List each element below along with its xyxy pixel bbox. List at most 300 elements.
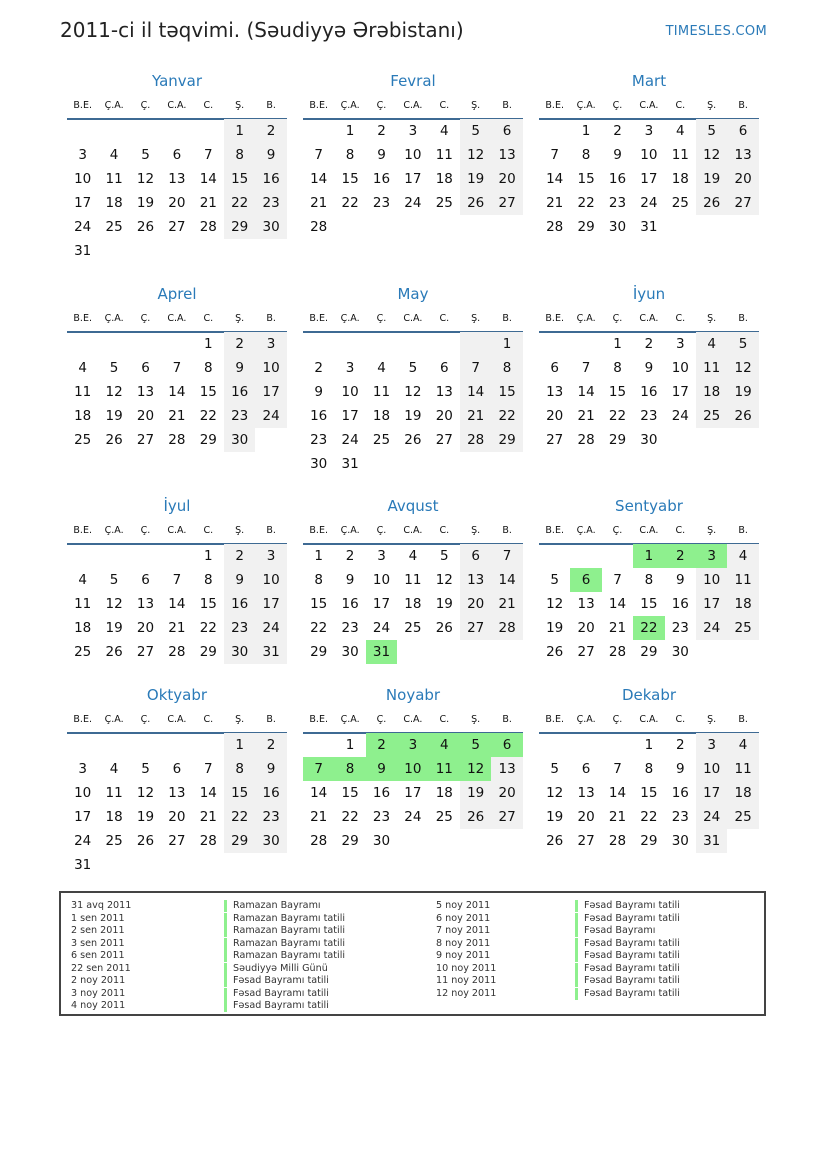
day-cell: 16 bbox=[224, 592, 255, 616]
day-cell: 15 bbox=[640, 596, 658, 612]
day-cell: 2 bbox=[224, 332, 255, 356]
day-cell: 1 bbox=[345, 737, 355, 753]
day-cell: 27 bbox=[168, 219, 186, 235]
day-cell: 2 bbox=[345, 548, 355, 564]
weekday-label: Ş. bbox=[235, 100, 245, 111]
day-cell: 28 bbox=[546, 219, 564, 235]
day-cell: 2 bbox=[255, 119, 286, 143]
day-cell: 14 bbox=[168, 596, 186, 612]
day-cell: 24 bbox=[696, 805, 727, 829]
day-cell: 7 bbox=[581, 360, 591, 376]
day-cell: 30 bbox=[671, 644, 689, 660]
day-cell: 11 bbox=[671, 147, 689, 163]
day-cell: 3 bbox=[78, 761, 87, 777]
day-cell: 22 bbox=[199, 408, 217, 424]
weekday-label: Ç. bbox=[140, 313, 151, 324]
day-cell: 20 bbox=[435, 408, 453, 424]
legend-holiday-name: Fəsad Bayramı tatili bbox=[575, 950, 680, 962]
day-cell: 8 bbox=[644, 761, 654, 777]
day-cell: 10 bbox=[255, 568, 286, 592]
day-cell: 21 bbox=[491, 592, 522, 616]
day-cell: 7 bbox=[613, 761, 622, 777]
day-cell: 19 bbox=[696, 167, 727, 191]
day-cell: 23 bbox=[608, 195, 627, 211]
day-cell: 31 bbox=[696, 829, 727, 853]
day-cell: 15 bbox=[341, 785, 359, 801]
day-cell: 28 bbox=[608, 833, 627, 849]
day-cell: 22 bbox=[608, 408, 627, 424]
day-cell: 11 bbox=[727, 568, 758, 592]
day-cell: 30 bbox=[671, 833, 689, 849]
day-cell: 13 bbox=[136, 384, 155, 400]
weekday-label: Ç. bbox=[612, 100, 623, 111]
day-cell: 10 bbox=[255, 356, 286, 380]
day-cell: 28 bbox=[491, 616, 522, 640]
day-cell: 31 bbox=[255, 640, 286, 664]
weekday-label: C. bbox=[439, 525, 450, 536]
weekday-label: Ç.A. bbox=[340, 525, 360, 536]
day-cell: 4 bbox=[109, 147, 119, 163]
day-cell: 5 bbox=[141, 761, 150, 777]
day-cell: 15 bbox=[341, 171, 359, 187]
day-cell: 23 bbox=[640, 408, 658, 424]
day-cell: 6 bbox=[491, 733, 522, 757]
day-cell: 7 bbox=[172, 360, 182, 376]
weekday-header bbox=[539, 313, 759, 333]
weekday-label: B.E. bbox=[545, 100, 564, 111]
day-cell: 17 bbox=[404, 171, 422, 187]
day-cell: 16 bbox=[671, 596, 689, 612]
day-cell: 29 bbox=[341, 833, 359, 849]
weekday-label: C. bbox=[675, 313, 686, 324]
day-cell: 30 bbox=[640, 432, 658, 448]
day-cell: 18 bbox=[435, 171, 453, 187]
day-cell: 16 bbox=[255, 781, 286, 805]
day-cell: 5 bbox=[141, 147, 150, 163]
day-cell: 4 bbox=[78, 572, 87, 588]
day-cell: 14 bbox=[577, 384, 595, 400]
day-cell: 25 bbox=[727, 616, 758, 640]
day-cell: 18 bbox=[671, 171, 689, 187]
weekday-label: C.A. bbox=[403, 100, 423, 111]
day-cell: 12 bbox=[105, 384, 123, 400]
month-name: İyul bbox=[163, 497, 191, 515]
day-cell: 27 bbox=[168, 833, 186, 849]
weekday-label: B. bbox=[738, 313, 748, 324]
weekday-label: B. bbox=[266, 100, 276, 111]
day-cell: 10 bbox=[671, 360, 689, 376]
weekday-label: C.A. bbox=[639, 100, 659, 111]
day-cell: 16 bbox=[372, 171, 391, 187]
weekday-header bbox=[303, 100, 523, 120]
day-cell: 14 bbox=[491, 568, 522, 592]
day-cell: 1 bbox=[581, 123, 591, 139]
day-cell: 8 bbox=[224, 143, 255, 167]
day-cell: 1 bbox=[644, 737, 654, 753]
legend-holiday-name: Ramazan Bayramı tatili bbox=[224, 938, 345, 950]
day-cell: 9 bbox=[345, 572, 355, 588]
day-cell: 13 bbox=[546, 384, 564, 400]
day-cell: 1 bbox=[203, 548, 213, 564]
day-cell: 16 bbox=[608, 171, 627, 187]
day-cell: 25 bbox=[105, 833, 123, 849]
day-cell: 4 bbox=[408, 548, 418, 564]
day-cell: 13 bbox=[491, 757, 522, 781]
day-cell: 7 bbox=[172, 572, 182, 588]
month-name: Noyabr bbox=[385, 686, 441, 704]
day-cell: 1 bbox=[491, 332, 522, 356]
day-cell: 10 bbox=[341, 384, 359, 400]
weekday-label: B. bbox=[266, 525, 276, 536]
day-cell: 22 bbox=[224, 805, 255, 829]
day-cell: 3 bbox=[397, 733, 428, 757]
day-cell: 23 bbox=[341, 620, 359, 636]
day-cell: 6 bbox=[439, 360, 449, 376]
day-cell: 2 bbox=[675, 737, 685, 753]
weekday-label: C. bbox=[439, 714, 450, 725]
day-cell: 19 bbox=[404, 408, 422, 424]
day-cell: 29 bbox=[491, 428, 522, 452]
weekday-label: C. bbox=[203, 313, 214, 324]
day-cell: 1 bbox=[203, 336, 213, 352]
day-cell: 23 bbox=[310, 432, 328, 448]
day-cell: 11 bbox=[105, 171, 123, 187]
day-cell: 11 bbox=[372, 384, 391, 400]
day-cell: 24 bbox=[255, 616, 286, 640]
day-cell: 26 bbox=[460, 805, 491, 829]
day-cell: 28 bbox=[310, 219, 328, 235]
day-cell: 27 bbox=[491, 805, 522, 829]
day-cell: 14 bbox=[546, 171, 564, 187]
legend-holiday-name: Fəsad Bayramı tatili bbox=[224, 988, 329, 1000]
day-cell: 8 bbox=[334, 757, 365, 781]
day-cell: 30 bbox=[608, 219, 627, 235]
day-cell: 15 bbox=[577, 171, 595, 187]
legend-holiday-name: Fəsad Bayramı tatili bbox=[575, 900, 680, 912]
weekday-label: B. bbox=[502, 313, 512, 324]
day-cell: 27 bbox=[435, 432, 453, 448]
day-cell: 5 bbox=[460, 119, 491, 143]
day-cell: 29 bbox=[640, 644, 658, 660]
weekday-label: Ç. bbox=[140, 100, 151, 111]
legend-holiday-name: Fəsad Bayramı tatili bbox=[224, 1000, 329, 1012]
weekday-label: Ç. bbox=[376, 100, 387, 111]
day-cell: 5 bbox=[439, 548, 449, 564]
weekday-label: B. bbox=[266, 714, 276, 725]
day-cell: 1 bbox=[345, 123, 355, 139]
weekday-label: Ş. bbox=[707, 525, 717, 536]
day-cell: 9 bbox=[224, 568, 255, 592]
day-cell: 24 bbox=[341, 432, 359, 448]
legend-date: 5 noy 2011 bbox=[436, 900, 491, 911]
day-cell: 10 bbox=[404, 147, 422, 163]
day-cell: 12 bbox=[136, 171, 155, 187]
day-cell: 28 bbox=[199, 833, 217, 849]
day-cell: 15 bbox=[491, 380, 522, 404]
day-cell: 26 bbox=[404, 432, 422, 448]
day-cell: 5 bbox=[408, 360, 418, 376]
weekday-label: Ç. bbox=[140, 714, 151, 725]
weekday-header bbox=[67, 100, 287, 120]
day-cell: 17 bbox=[255, 380, 286, 404]
day-cell: 24 bbox=[74, 833, 92, 849]
day-cell: 31 bbox=[74, 857, 92, 873]
day-cell: 18 bbox=[404, 596, 422, 612]
day-cell: 30 bbox=[224, 640, 255, 664]
day-cell: 20 bbox=[136, 408, 155, 424]
day-cell: 10 bbox=[372, 572, 391, 588]
day-cell: 22 bbox=[341, 195, 359, 211]
day-cell: 10 bbox=[696, 757, 727, 781]
day-cell: 30 bbox=[372, 833, 391, 849]
day-cell: 24 bbox=[372, 620, 391, 636]
day-cell: 28 bbox=[310, 833, 328, 849]
day-cell: 30 bbox=[255, 829, 286, 853]
weekday-label: C. bbox=[675, 714, 686, 725]
day-cell: 14 bbox=[168, 384, 186, 400]
day-cell: 27 bbox=[136, 644, 155, 660]
day-cell: 22 bbox=[341, 809, 359, 825]
day-cell: 9 bbox=[224, 356, 255, 380]
weekday-label: B. bbox=[738, 714, 748, 725]
day-cell: 24 bbox=[404, 809, 422, 825]
legend-date: 10 noy 2011 bbox=[436, 962, 497, 974]
month-name: Yanvar bbox=[151, 72, 203, 90]
weekday-label: Ç. bbox=[140, 525, 151, 536]
day-cell: 7 bbox=[303, 757, 334, 781]
weekday-header bbox=[303, 313, 523, 333]
day-cell: 27 bbox=[460, 616, 491, 640]
weekday-label: B.E. bbox=[309, 525, 328, 536]
day-cell: 4 bbox=[78, 360, 87, 376]
day-cell: 2 bbox=[613, 123, 622, 139]
day-cell: 4 bbox=[696, 332, 727, 356]
day-cell: 26 bbox=[546, 833, 564, 849]
legend-date: 3 noy 2011 bbox=[71, 987, 126, 999]
weekday-label: B.E. bbox=[73, 714, 92, 725]
weekday-label: Ç. bbox=[376, 714, 387, 725]
month-name: Oktyabr bbox=[146, 686, 208, 704]
weekday-label: Ş. bbox=[707, 100, 717, 111]
weekday-label: B. bbox=[502, 525, 512, 536]
weekday-header bbox=[67, 525, 287, 545]
day-cell: 1 bbox=[633, 544, 664, 568]
day-cell: 6 bbox=[172, 761, 182, 777]
day-cell: 4 bbox=[429, 733, 460, 757]
day-cell: 12 bbox=[727, 356, 758, 380]
legend-holiday-name: Ramazan Bayramı tatili bbox=[224, 913, 345, 925]
day-cell: 6 bbox=[727, 119, 758, 143]
day-cell: 13 bbox=[168, 785, 186, 801]
legend-date: 31 avq 2011 bbox=[71, 900, 132, 911]
day-cell: 25 bbox=[105, 219, 123, 235]
weekday-label: Ç.A. bbox=[576, 100, 596, 111]
weekday-label: B.E. bbox=[545, 714, 564, 725]
day-cell: 13 bbox=[727, 143, 758, 167]
day-cell: 31 bbox=[341, 456, 359, 472]
weekday-label: Ç.A. bbox=[104, 525, 124, 536]
weekday-label: C.A. bbox=[403, 525, 423, 536]
day-cell: 12 bbox=[105, 596, 123, 612]
day-cell: 12 bbox=[404, 384, 422, 400]
day-cell: 19 bbox=[105, 620, 123, 636]
legend-holiday-name: Səudiyyə Milli Günü bbox=[224, 963, 328, 975]
day-cell: 12 bbox=[546, 785, 564, 801]
weekday-label: B.E. bbox=[73, 313, 92, 324]
day-cell: 10 bbox=[74, 171, 92, 187]
legend-date: 2 noy 2011 bbox=[71, 975, 126, 986]
day-cell: 24 bbox=[640, 195, 658, 211]
weekday-label: C.A. bbox=[403, 714, 423, 725]
month-name: İyun bbox=[632, 285, 666, 303]
day-cell: 26 bbox=[546, 644, 564, 660]
weekday-label: B.E. bbox=[73, 525, 92, 536]
empty-weekend-cell bbox=[460, 332, 491, 356]
weekday-label: C.A. bbox=[403, 313, 423, 324]
day-cell: 23 bbox=[372, 809, 391, 825]
day-cell: 19 bbox=[546, 620, 564, 636]
day-cell: 5 bbox=[550, 572, 559, 588]
legend-date: 8 noy 2011 bbox=[436, 937, 491, 949]
day-cell: 2 bbox=[366, 733, 397, 757]
day-cell: 18 bbox=[74, 408, 92, 424]
day-cell: 21 bbox=[577, 408, 595, 424]
day-cell: 17 bbox=[372, 596, 391, 612]
day-cell: 9 bbox=[675, 572, 685, 588]
day-cell: 5 bbox=[109, 572, 119, 588]
weekday-label: Ç.A. bbox=[104, 100, 124, 111]
day-cell: 7 bbox=[314, 147, 323, 163]
weekday-header bbox=[303, 525, 523, 545]
day-cell: 25 bbox=[696, 404, 727, 428]
day-cell: 24 bbox=[404, 195, 422, 211]
day-cell: 3 bbox=[78, 147, 87, 163]
legend-holiday-name: Fəsad Bayramı tatili bbox=[575, 975, 680, 987]
month-name: Aprel bbox=[157, 285, 197, 303]
day-cell: 11 bbox=[727, 757, 758, 781]
day-cell: 22 bbox=[640, 809, 658, 825]
day-cell: 27 bbox=[577, 833, 595, 849]
day-cell: 22 bbox=[310, 620, 328, 636]
weekday-label: Ş. bbox=[235, 525, 245, 536]
day-cell: 8 bbox=[203, 360, 213, 376]
weekday-label: Ş. bbox=[471, 100, 481, 111]
day-cell: 30 bbox=[224, 428, 255, 452]
day-cell: 8 bbox=[224, 757, 255, 781]
day-cell: 5 bbox=[460, 733, 491, 757]
weekday-header bbox=[539, 714, 759, 734]
day-cell: 15 bbox=[199, 596, 217, 612]
day-cell: 10 bbox=[640, 147, 658, 163]
day-cell: 17 bbox=[255, 592, 286, 616]
day-cell: 16 bbox=[372, 785, 391, 801]
weekday-header bbox=[539, 100, 759, 120]
day-cell: 5 bbox=[727, 332, 758, 356]
day-cell: 6 bbox=[581, 761, 591, 777]
weekday-label: C. bbox=[675, 525, 686, 536]
weekday-label: C. bbox=[439, 100, 450, 111]
day-cell: 20 bbox=[491, 167, 522, 191]
day-cell: 10 bbox=[74, 785, 92, 801]
weekday-label: Ş. bbox=[471, 313, 481, 324]
day-cell: 28 bbox=[168, 432, 186, 448]
weekday-label: B. bbox=[738, 525, 748, 536]
day-cell: 15 bbox=[310, 596, 328, 612]
day-cell: 17 bbox=[341, 408, 359, 424]
legend-date: 3 sen 2011 bbox=[71, 937, 125, 949]
day-cell: 10 bbox=[397, 757, 428, 781]
brand-link[interactable]: TIMESLES.COM bbox=[665, 24, 767, 39]
legend-holiday-name: Ramazan Bayramı tatili bbox=[224, 950, 345, 962]
weekday-label: B. bbox=[266, 313, 276, 324]
day-cell: 26 bbox=[696, 191, 727, 215]
weekday-label: Ş. bbox=[235, 714, 245, 725]
day-cell: 29 bbox=[224, 215, 255, 239]
legend-date: 6 noy 2011 bbox=[436, 912, 491, 924]
day-cell: 21 bbox=[460, 404, 491, 428]
legend-holiday-name: Ramazan Bayramı tatili bbox=[224, 925, 345, 937]
legend-date: 6 sen 2011 bbox=[71, 950, 125, 961]
day-cell: 4 bbox=[377, 360, 386, 376]
weekday-header bbox=[539, 525, 759, 545]
weekday-label: C.A. bbox=[167, 525, 187, 536]
legend-date: 1 sen 2011 bbox=[71, 912, 125, 924]
weekday-label: B.E. bbox=[309, 100, 328, 111]
month-name: Avqust bbox=[387, 497, 439, 515]
day-cell: 17 bbox=[640, 171, 658, 187]
day-cell: 2 bbox=[224, 544, 255, 568]
day-cell: 11 bbox=[74, 384, 92, 400]
weekday-label: Ç.A. bbox=[576, 525, 596, 536]
day-cell: 29 bbox=[199, 644, 217, 660]
day-cell: 3 bbox=[345, 360, 355, 376]
weekday-label: C. bbox=[203, 714, 214, 725]
weekday-label: Ş. bbox=[707, 313, 717, 324]
weekday-label: Ş. bbox=[471, 525, 481, 536]
weekday-label: C. bbox=[675, 100, 686, 111]
day-cell: 6 bbox=[141, 360, 150, 376]
day-cell: 6 bbox=[491, 119, 522, 143]
day-cell: 28 bbox=[199, 219, 217, 235]
day-cell: 26 bbox=[136, 219, 155, 235]
day-cell: 1 bbox=[613, 336, 622, 352]
day-cell: 20 bbox=[577, 809, 595, 825]
month-name: May bbox=[397, 285, 429, 303]
day-cell: 14 bbox=[310, 785, 328, 801]
day-cell: 21 bbox=[546, 195, 564, 211]
day-cell: 26 bbox=[435, 620, 453, 636]
day-cell: 7 bbox=[203, 147, 213, 163]
day-cell: 23 bbox=[255, 805, 286, 829]
day-cell: 4 bbox=[109, 761, 119, 777]
month-name: Fevral bbox=[390, 72, 436, 90]
day-cell: 9 bbox=[255, 143, 286, 167]
day-cell: 28 bbox=[577, 432, 595, 448]
day-cell: 31 bbox=[366, 640, 397, 664]
day-cell: 22 bbox=[199, 620, 217, 636]
day-cell: 31 bbox=[640, 219, 658, 235]
day-cell: 8 bbox=[345, 147, 355, 163]
weekday-label: B.E. bbox=[309, 313, 328, 324]
day-cell: 14 bbox=[608, 785, 627, 801]
weekday-label: C.A. bbox=[639, 525, 659, 536]
day-cell: 25 bbox=[435, 809, 453, 825]
day-cell: 11 bbox=[435, 147, 453, 163]
day-cell: 28 bbox=[460, 428, 491, 452]
weekday-label: Ç.A. bbox=[340, 100, 360, 111]
day-cell: 20 bbox=[546, 408, 564, 424]
day-cell: 21 bbox=[608, 809, 627, 825]
